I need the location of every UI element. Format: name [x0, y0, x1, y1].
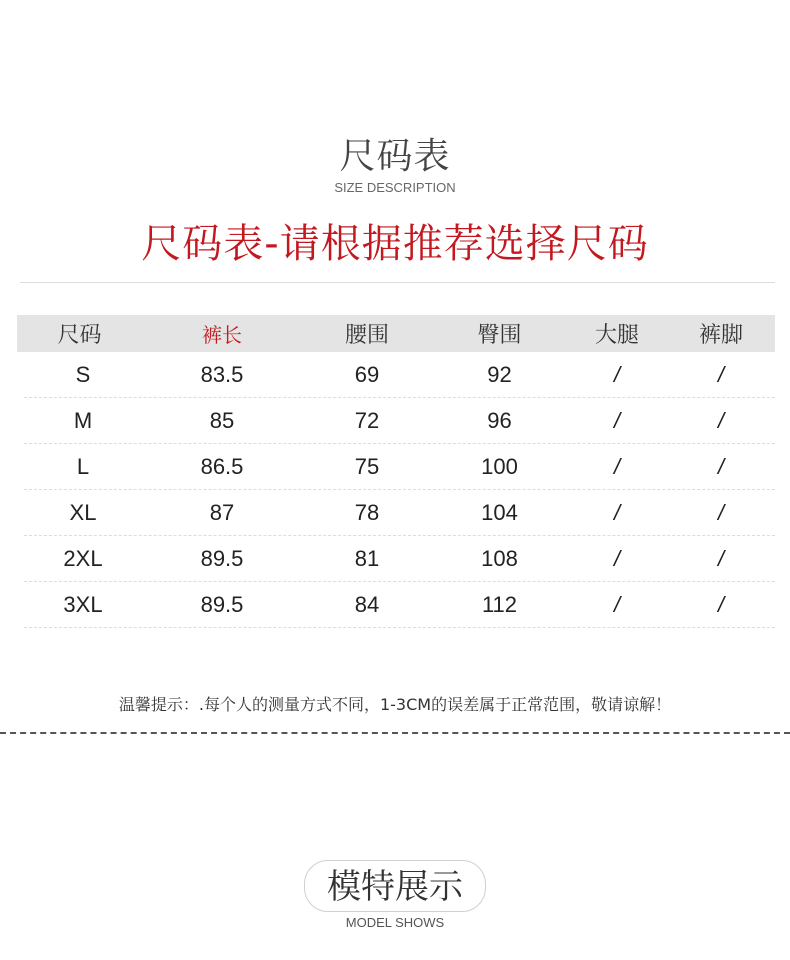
cell-waist: 84 — [354, 591, 380, 617]
cell-hip: 108 — [481, 545, 518, 571]
column-header-hip: 臀围 — [477, 323, 522, 348]
table-row — [24, 582, 775, 628]
cell-hip: 112 — [481, 591, 518, 617]
cell-hip: 92 — [487, 361, 512, 387]
cell-length: 89.5 — [200, 591, 244, 617]
dashed-divider — [0, 732, 790, 734]
page-title: 尺码表 — [339, 136, 451, 177]
page-subtitle: SIZE DESCRIPTION — [334, 180, 456, 195]
table-row — [24, 444, 775, 490]
cell-length: 86.5 — [200, 453, 244, 479]
cell-length: 87 — [209, 499, 235, 525]
column-header-thigh: 大腿 — [594, 323, 639, 348]
size-headline: 尺码表-请根据推荐选择尺码 — [141, 221, 649, 267]
cell-waist: 78 — [354, 499, 380, 525]
cell-size: L — [76, 453, 90, 479]
size-table — [17, 315, 775, 628]
cell-length: 83.5 — [200, 361, 244, 387]
cell-hem: / — [717, 499, 725, 525]
column-header-waist: 腰围 — [344, 323, 389, 348]
measurement-tip: 温馨提示：.每个人的测量方式不同，1-3CM的误差属于正常范围，敬请谅解！ — [118, 695, 672, 714]
cell-waist: 81 — [354, 545, 380, 571]
column-header-hem: 裤脚 — [698, 323, 743, 348]
cell-size: 2XL — [63, 545, 103, 571]
table-row — [24, 490, 775, 536]
cell-hem: / — [717, 407, 725, 433]
cell-thigh: / — [613, 545, 621, 571]
cell-thigh: / — [613, 407, 621, 433]
cell-waist: 75 — [354, 453, 380, 479]
model-section-subtitle: MODEL SHOWS — [345, 915, 445, 930]
cell-hip: 96 — [487, 407, 512, 433]
cell-hem: / — [717, 591, 725, 617]
cell-size: M — [73, 407, 93, 433]
cell-size: 3XL — [63, 591, 103, 617]
cell-hem: / — [717, 545, 725, 571]
column-header-length: 裤长 — [202, 323, 242, 347]
cell-waist: 72 — [354, 407, 380, 433]
model-section-header — [0, 860, 790, 912]
cell-thigh: / — [613, 453, 621, 479]
table-row — [24, 398, 775, 444]
cell-hem: / — [717, 361, 725, 387]
cell-hip: 104 — [481, 499, 518, 525]
cell-length: 85 — [209, 407, 235, 433]
column-header-size: 尺码 — [57, 323, 102, 348]
cell-size: XL — [69, 499, 97, 525]
table-row — [24, 352, 775, 398]
cell-size: S — [75, 361, 91, 387]
cell-thigh: / — [613, 499, 621, 525]
table-row — [24, 536, 775, 582]
divider — [20, 282, 775, 283]
cell-thigh: / — [613, 591, 621, 617]
model-section-title: 模特展示 — [304, 860, 486, 912]
cell-waist: 69 — [354, 361, 380, 387]
cell-hem: / — [717, 453, 725, 479]
cell-length: 89.5 — [200, 545, 244, 571]
cell-hip: 100 — [481, 453, 518, 479]
table-header-row — [17, 315, 775, 352]
cell-thigh: / — [613, 361, 621, 387]
